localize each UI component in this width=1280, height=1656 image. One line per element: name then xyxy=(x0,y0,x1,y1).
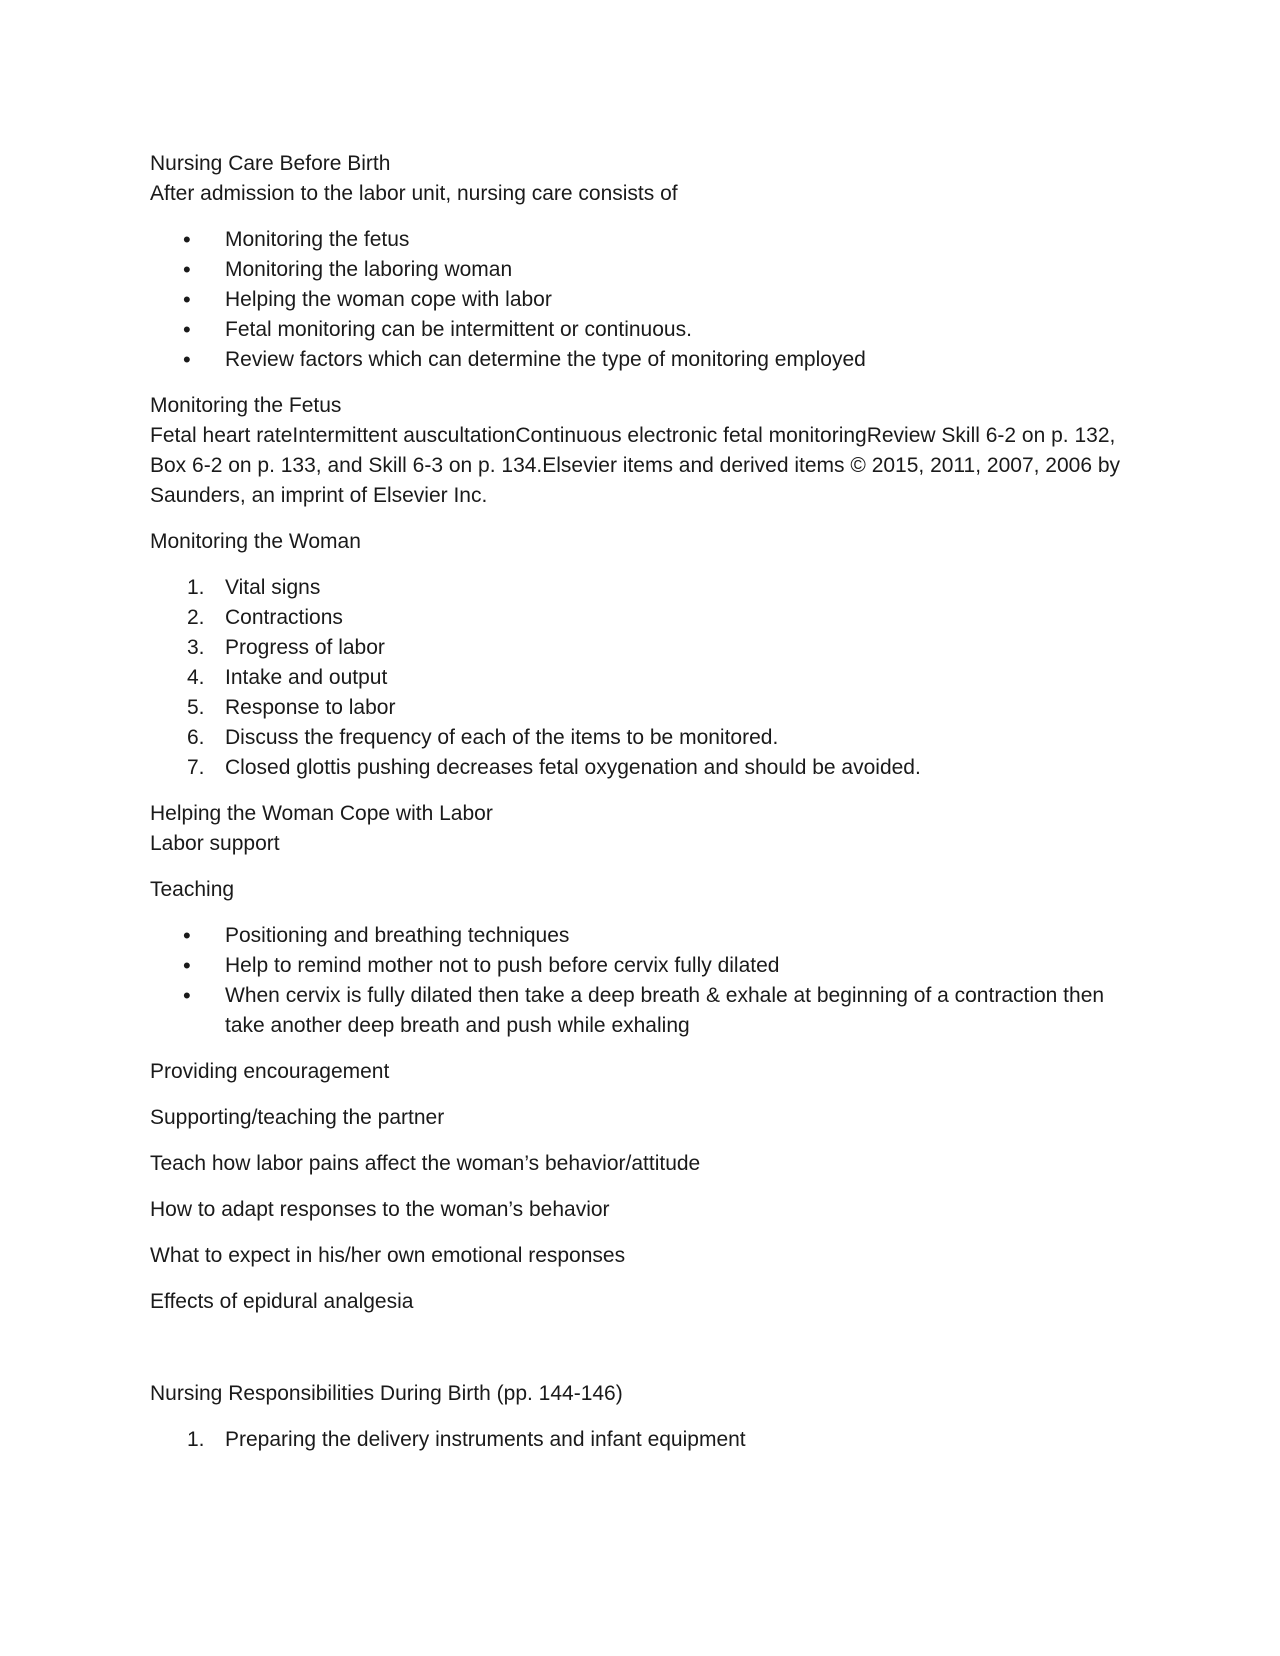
list-item: 7. Closed glottis pushing decreases fetal oxygenation and should be avoided. xyxy=(150,753,1130,783)
list-item: • Helping the woman cope with labor xyxy=(150,285,1130,315)
list-item: 1. Preparing the delivery instruments and infant equipment xyxy=(150,1425,1130,1455)
number-marker: 6. xyxy=(187,726,205,749)
bullet-marker: • xyxy=(183,923,191,948)
labor-support-text: Labor support xyxy=(150,832,280,855)
list-item: 3. Progress of labor xyxy=(150,633,1130,663)
teaching-label: Teaching xyxy=(150,878,235,901)
number-marker: 5. xyxy=(187,696,205,719)
list-item: • Monitoring the fetus xyxy=(150,225,1130,255)
fetus-body-text: Fetal heart rateIntermittent auscultationContinuous electronic fetal monitoringReview Skill 6-2 on p. 132, Box 6-2 on p. 133, and Skill 6-3 on p. 134.Elsevier items and derived items © 2015, 2011, 2007, 2006 by Saunders, an imprint of Elsevier Inc. xyxy=(150,424,1121,507)
heading-monitoring-the-fetus: Monitoring the Fetus xyxy=(150,394,342,417)
paragraph-emotional-responses: What to expect in his/her own emotional responses xyxy=(150,1244,626,1267)
numbered-list-responsibilities xyxy=(150,1425,1130,1455)
numbered-list-monitoring-woman xyxy=(150,573,1130,783)
paragraph-supporting-partner: Supporting/teaching the partner xyxy=(150,1106,445,1129)
paragraph-encouragement: Providing encouragement xyxy=(150,1060,390,1083)
list-item: • Help to remind mother not to push before cervix fully dilated xyxy=(150,951,1130,981)
bullet-marker: • xyxy=(183,257,191,282)
list-item: • Positioning and breathing techniques xyxy=(150,921,1130,951)
section-monitoring-fetus xyxy=(150,391,1130,511)
heading-nursing-care-before-birth: Nursing Care Before Birth xyxy=(150,152,391,175)
heading-nursing-responsibilities: Nursing Responsibilities During Birth (pp. 144-146) xyxy=(150,1382,623,1405)
bullet-marker: • xyxy=(183,953,191,978)
bullet-list-teaching xyxy=(150,921,1130,1041)
bullet-marker: • xyxy=(183,317,191,342)
blank-spacer xyxy=(150,1333,1130,1379)
list-item: • Monitoring the laboring woman xyxy=(150,255,1130,285)
heading-helping-woman-cope: Helping the Woman Cope with Labor xyxy=(150,802,493,825)
section-cope-with-labor xyxy=(150,799,1130,859)
bullet-marker: • xyxy=(183,983,191,1008)
bullet-marker: • xyxy=(183,347,191,372)
number-marker: 1. xyxy=(187,576,205,599)
number-marker: 1. xyxy=(187,1428,205,1451)
list-item: 6. Discuss the frequency of each of the items to be monitored. xyxy=(150,723,1130,753)
paragraph-adapt-responses: How to adapt responses to the woman’s behavior xyxy=(150,1198,610,1221)
number-marker: 3. xyxy=(187,636,205,659)
list-item: • Fetal monitoring can be intermittent or continuous. xyxy=(150,315,1130,345)
list-item: 5. Response to labor xyxy=(150,693,1130,723)
bullet-marker: • xyxy=(183,227,191,252)
number-marker: 2. xyxy=(187,606,205,629)
paragraph-labor-pains: Teach how labor pains affect the woman’s behavior/attitude xyxy=(150,1152,701,1175)
intro-text: After admission to the labor unit, nursing care consists of xyxy=(150,182,678,205)
section-before-birth xyxy=(150,149,1130,209)
heading-monitoring-the-woman: Monitoring the Woman xyxy=(150,530,361,553)
list-item: • When cervix is fully dilated then take a deep breath & exhale at beginning of a contraction then take another deep breath and push while exhaling xyxy=(183,983,1105,1037)
number-marker: 4. xyxy=(187,666,205,689)
bullet-marker: • xyxy=(183,287,191,312)
list-item: • Review factors which can determine the type of monitoring employed xyxy=(150,345,1130,375)
list-item: 2. Contractions xyxy=(150,603,1130,633)
list-item: 1. Vital signs xyxy=(150,573,1130,603)
document-page xyxy=(150,149,1130,1471)
paragraph-epidural: Effects of epidural analgesia xyxy=(150,1290,414,1313)
list-item: 4. Intake and output xyxy=(150,663,1130,693)
number-marker: 7. xyxy=(187,756,205,779)
bullet-list-nursing-care xyxy=(150,225,1130,375)
